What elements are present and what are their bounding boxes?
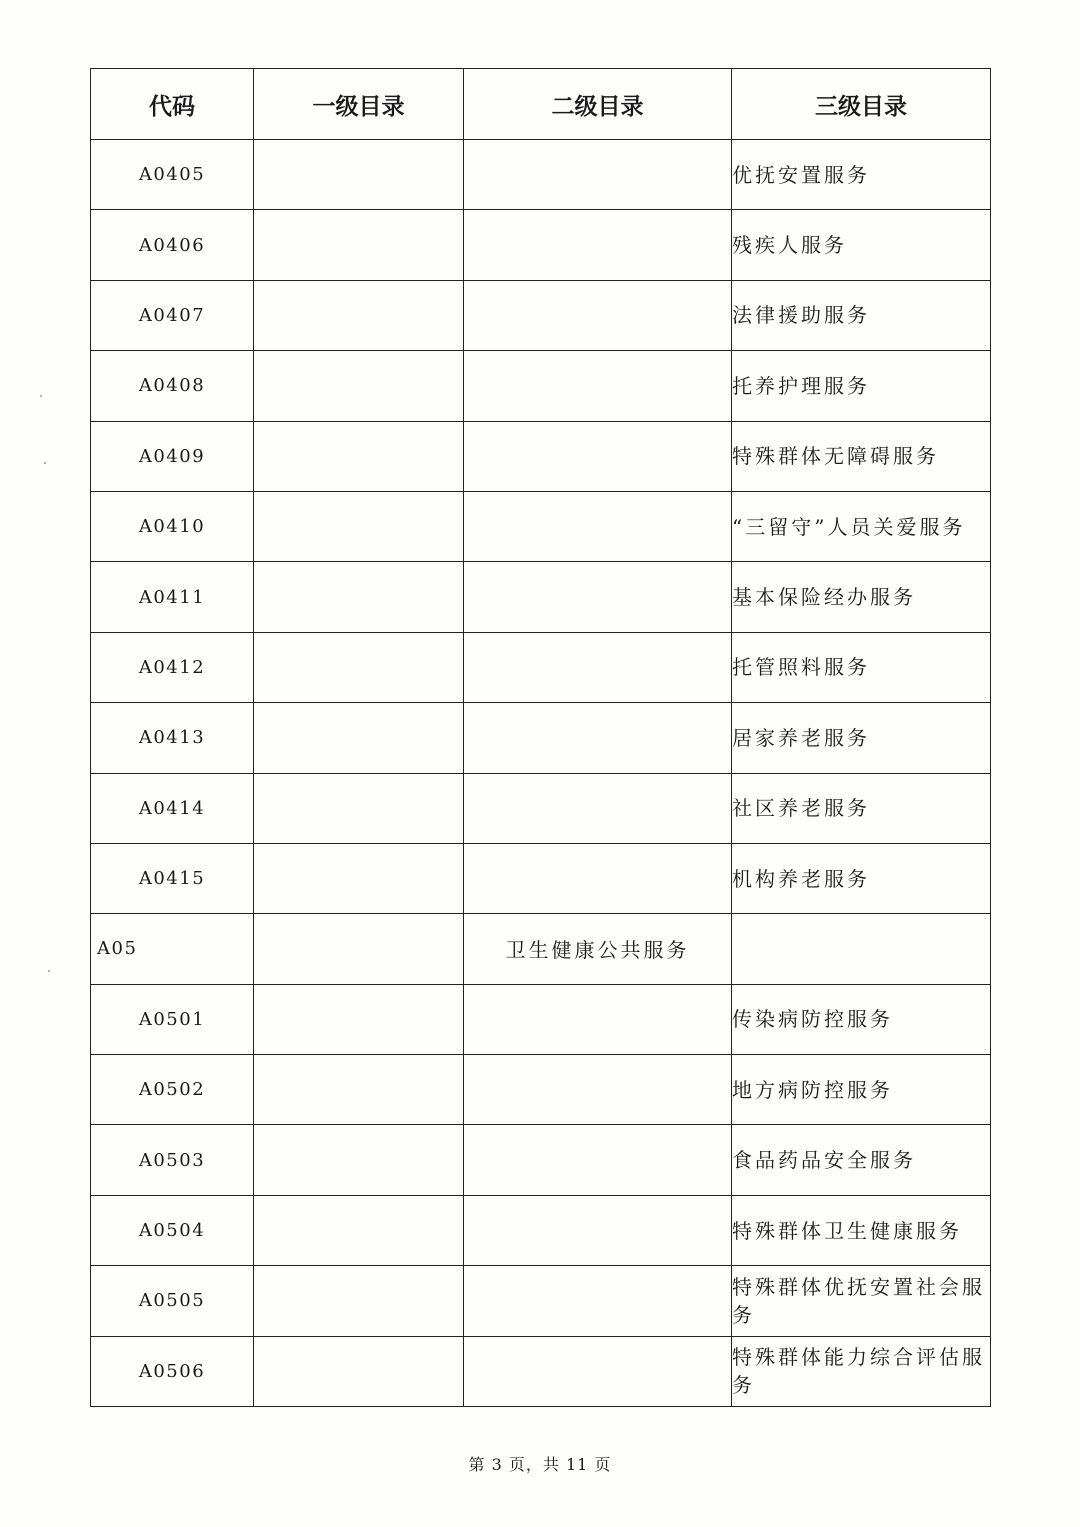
table-row bbox=[91, 562, 991, 632]
table-body bbox=[91, 140, 991, 1407]
cell-level3: 残疾人服务 bbox=[732, 210, 991, 280]
cell-code: A0505 bbox=[91, 1266, 254, 1336]
scan-speck bbox=[44, 462, 46, 464]
cell-level2 bbox=[464, 773, 732, 843]
cell-code: A0502 bbox=[91, 1055, 254, 1125]
cell-level3: 特殊群体无障碍服务 bbox=[732, 421, 991, 491]
cell-level2: 卫生健康公共服务 bbox=[464, 914, 732, 984]
table-row bbox=[91, 843, 991, 913]
cell-level3: 食品药品安全服务 bbox=[732, 1125, 991, 1195]
table-row bbox=[91, 280, 991, 350]
cell-code: A0506 bbox=[91, 1336, 254, 1406]
cell-code: A0501 bbox=[91, 984, 254, 1054]
table-row bbox=[91, 1125, 991, 1195]
table-row bbox=[91, 632, 991, 702]
cell-level3: 居家养老服务 bbox=[732, 703, 991, 773]
cell-level2 bbox=[464, 210, 732, 280]
cell-level1 bbox=[254, 1055, 464, 1125]
cell-level2 bbox=[464, 421, 732, 491]
cell-level1 bbox=[254, 210, 464, 280]
cell-level3: 社区养老服务 bbox=[732, 773, 991, 843]
cell-level2 bbox=[464, 1125, 732, 1195]
cell-code: A0412 bbox=[91, 632, 254, 702]
header-level1: 一级目录 bbox=[254, 69, 464, 140]
header-level2: 二级目录 bbox=[464, 69, 732, 140]
cell-level2 bbox=[464, 491, 732, 561]
cell-level2 bbox=[464, 562, 732, 632]
table-row bbox=[91, 914, 991, 984]
cell-level1 bbox=[254, 351, 464, 421]
cell-level1 bbox=[254, 843, 464, 913]
cell-level2 bbox=[464, 1195, 732, 1265]
cell-code: A05 bbox=[91, 914, 254, 984]
table-row bbox=[91, 210, 991, 280]
cell-level1 bbox=[254, 1125, 464, 1195]
table-row bbox=[91, 1266, 991, 1336]
table-row bbox=[91, 140, 991, 210]
cell-code: A0406 bbox=[91, 210, 254, 280]
cell-code: A0411 bbox=[91, 562, 254, 632]
cell-level1 bbox=[254, 1195, 464, 1265]
cell-level2 bbox=[464, 703, 732, 773]
cell-code: A0409 bbox=[91, 421, 254, 491]
cell-level2 bbox=[464, 140, 732, 210]
table-row bbox=[91, 1195, 991, 1265]
cell-level3: 优抚安置服务 bbox=[732, 140, 991, 210]
cell-level2 bbox=[464, 1266, 732, 1336]
cell-code: A0407 bbox=[91, 280, 254, 350]
cell-level3: 传染病防控服务 bbox=[732, 984, 991, 1054]
cell-code: A0504 bbox=[91, 1195, 254, 1265]
cell-level3 bbox=[732, 914, 991, 984]
cell-level1 bbox=[254, 140, 464, 210]
cell-code: A0413 bbox=[91, 703, 254, 773]
cell-level3: 地方病防控服务 bbox=[732, 1055, 991, 1125]
cell-code: A0410 bbox=[91, 491, 254, 561]
cell-level2 bbox=[464, 1336, 732, 1406]
cell-level2 bbox=[464, 632, 732, 702]
header-code: 代码 bbox=[91, 69, 254, 140]
cell-level3: 托养护理服务 bbox=[732, 351, 991, 421]
table-header-row bbox=[91, 69, 991, 140]
cell-level3: 特殊群体能力综合评估服务 bbox=[732, 1336, 991, 1406]
table-row bbox=[91, 1336, 991, 1406]
scan-speck bbox=[48, 970, 50, 972]
cell-level1 bbox=[254, 914, 464, 984]
cell-level1 bbox=[254, 491, 464, 561]
cell-level1 bbox=[254, 1336, 464, 1406]
page-footer: 第 3 页，共 11 页 bbox=[468, 1455, 612, 1474]
scan-speck bbox=[40, 395, 42, 397]
cell-level2 bbox=[464, 351, 732, 421]
cell-level1 bbox=[254, 280, 464, 350]
cell-code: A0415 bbox=[91, 843, 254, 913]
cell-code: A0408 bbox=[91, 351, 254, 421]
table-row bbox=[91, 1055, 991, 1125]
cell-level1 bbox=[254, 1266, 464, 1336]
cell-level1 bbox=[254, 984, 464, 1054]
table-row bbox=[91, 703, 991, 773]
cell-code: A0503 bbox=[91, 1125, 254, 1195]
cell-level3: “三留守”人员关爱服务 bbox=[732, 491, 991, 561]
cell-level3: 特殊群体卫生健康服务 bbox=[732, 1195, 991, 1265]
table-row bbox=[91, 773, 991, 843]
cell-level3: 基本保险经办服务 bbox=[732, 562, 991, 632]
cell-level1 bbox=[254, 421, 464, 491]
cell-code: A0405 bbox=[91, 140, 254, 210]
service-catalog-table bbox=[90, 68, 991, 1407]
cell-level2 bbox=[464, 1055, 732, 1125]
cell-level2 bbox=[464, 280, 732, 350]
cell-level1 bbox=[254, 632, 464, 702]
table-row bbox=[91, 351, 991, 421]
table-row bbox=[91, 491, 991, 561]
cell-level3: 机构养老服务 bbox=[732, 843, 991, 913]
cell-level3: 特殊群体优抚安置社会服务 bbox=[732, 1266, 991, 1336]
cell-level3: 托管照料服务 bbox=[732, 632, 991, 702]
table-row bbox=[91, 984, 991, 1054]
header-level3: 三级目录 bbox=[732, 69, 991, 140]
cell-code: A0414 bbox=[91, 773, 254, 843]
table-row bbox=[91, 421, 991, 491]
cell-level2 bbox=[464, 843, 732, 913]
cell-level1 bbox=[254, 773, 464, 843]
cell-level3: 法律援助服务 bbox=[732, 280, 991, 350]
cell-level1 bbox=[254, 562, 464, 632]
cell-level1 bbox=[254, 703, 464, 773]
cell-level2 bbox=[464, 984, 732, 1054]
